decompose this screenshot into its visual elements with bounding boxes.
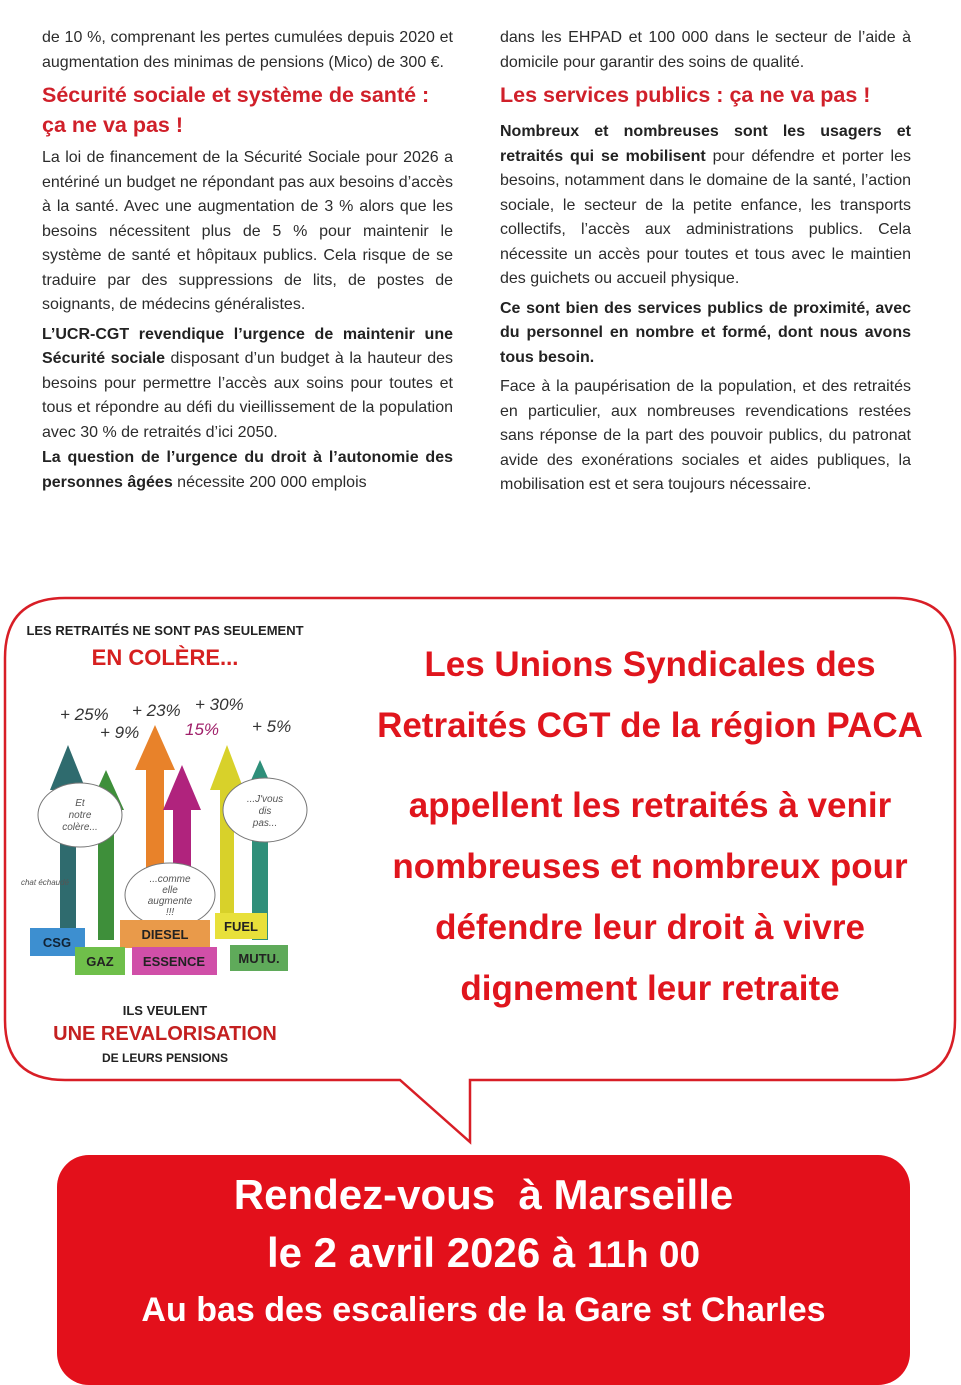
percent-label: + 30% bbox=[195, 695, 244, 714]
bubble-text: colère... bbox=[62, 822, 98, 833]
rendezvous-line-2 bbox=[57, 1225, 910, 1283]
text: disposant d’un budget à la hauteur des besoins pour permettre l’accès aux soins pour toutes et tous et répondre au défi du vieillissement de la population avec 30 % de retraités d’ici 2050. bbox=[42, 350, 453, 441]
bubble-line-2: Retraités CGT de la région PACA bbox=[377, 706, 923, 745]
cartoon-bottom-text: DE LEURS PENSIONS bbox=[101, 1051, 229, 1065]
cat-caption: chat échaudé bbox=[20, 878, 70, 887]
right-paragraph-2 bbox=[500, 297, 911, 371]
right-intro: dans les EHPAD et 100 000 dans le secteur de l’aide à domicile pour garantir des soins de qualité. bbox=[500, 29, 911, 71]
rendezvous-line-3: Au bas des escaliers de la Gare st Charles bbox=[141, 1291, 826, 1329]
cartoon-bottom-text: ILS VEULENT bbox=[122, 1003, 208, 1018]
bubble-text: dis bbox=[258, 806, 272, 817]
bubble-text: pas... bbox=[252, 818, 278, 829]
left-paragraph-1: La loi de financement de la Sécurité Sociale pour 2026 a entériné un budget ne répondant pas aux besoins d’accès à la santé. Avec une augmentation de 3 % alors que les besoins nécessitent plus de 5 % pour maintenir le système de santé et hôpitaux publics. Cela risque de se traduire par des suppressions de lits, de postes de soignants, de médecins généralistes. bbox=[42, 149, 453, 313]
percent-label: + 9% bbox=[100, 723, 140, 742]
percent-label: + 5% bbox=[252, 717, 292, 736]
bubble-text: ...J'vous bbox=[246, 794, 284, 805]
heading-securite-sociale: Sécurité sociale et système de santé : ça ne va pas ! bbox=[42, 83, 430, 137]
bubble-text: Et bbox=[75, 798, 85, 809]
bubble-line-5: défendre leur droit à vivre bbox=[435, 908, 865, 947]
text: pour défendre et porter les besoins, notamment dans le domaine de la santé, l’action sociale, le secteur de la petite enfance, les transports collectifs, l’accès aux administrations publics. Cela nécessite un accès pour toutes et tous avec le maintien des guichets ou accueil physique. bbox=[500, 147, 911, 287]
bubble-line-3: appellent les retraités à venir bbox=[408, 786, 892, 825]
bubble-line-1: Les Unions Syndicales des bbox=[424, 645, 876, 684]
cartoon-top-text: LES RETRAITÉS NE SONT PAS SEULEMENT bbox=[26, 623, 304, 638]
date-text: le 2 avril 2026 à bbox=[266, 1229, 587, 1276]
bubble-line-4: nombreuses et nombreux pour bbox=[392, 847, 908, 886]
bold-text: L’UCR-CGT revendique l’urgence de maintenir une Sécurité sociale bbox=[42, 325, 453, 367]
bold-text: Nombreux et nombreuses sont les usagers et retraités qui se mobilisent bbox=[500, 123, 911, 165]
bubble-text: !!! bbox=[165, 907, 175, 918]
time-text: 11h 00 bbox=[586, 1234, 701, 1275]
bubble-text: augmente bbox=[147, 896, 193, 907]
left-column bbox=[42, 26, 453, 500]
cartoon-bottom-text: UNE REVALORISATION bbox=[53, 1023, 277, 1045]
rendezvous-box bbox=[57, 1155, 910, 1385]
percent-label: + 25% bbox=[60, 705, 109, 724]
percent-label: 15% bbox=[185, 720, 220, 739]
right-column bbox=[500, 26, 911, 503]
tag-label: MUTU. bbox=[238, 951, 280, 966]
bubble-text: elle bbox=[162, 885, 178, 896]
tag-label: ESSENCE bbox=[142, 954, 206, 969]
bubble-text: ...comme bbox=[149, 874, 191, 885]
text: nécessite 200 000 emplois bbox=[172, 473, 367, 491]
cartoon-angry-text: EN COLÈRE... bbox=[91, 645, 239, 670]
right-paragraph-3: Face à la paupérisation de la population, et des retraités en particulier, aux nombreuses revendications restées sans réponse de la part des pouvoir publics, du patronat avide des exonérations sociales et aides publiques, la mobilisation est et sera toujours nécessaire. bbox=[500, 378, 911, 493]
left-paragraph-2 bbox=[42, 323, 453, 446]
left-paragraph-3 bbox=[42, 446, 453, 495]
bold-text: La question de l’urgence du droit à l’autonomie des personnes âgées bbox=[42, 449, 453, 491]
left-intro: de 10 %, comprenant les pertes cumulées depuis 2020 et augmentation des minimas de pensions (Mico) de 300 €. bbox=[42, 29, 453, 71]
right-paragraph-1 bbox=[500, 120, 911, 292]
tag-label: FUEL bbox=[224, 919, 258, 934]
bold-text: Ce sont bien des services publics de proximité, avec du personnel en nombre et formé, dont nous avons tous besoin. bbox=[500, 299, 911, 366]
tag-label: GAZ bbox=[86, 954, 114, 969]
tag-label: DIESEL bbox=[141, 927, 189, 942]
cartoon-illustration bbox=[20, 610, 330, 1070]
percent-label: + 23% bbox=[132, 701, 181, 720]
rendezvous-line-1: Rendez-vous à Marseille bbox=[233, 1171, 734, 1218]
bubble-text: notre bbox=[68, 810, 92, 821]
heading-services-publics: Les services publics : ça ne va pas ! bbox=[500, 83, 871, 107]
tag-label: CSG bbox=[42, 935, 72, 950]
bubble-line-6: dignement leur retraite bbox=[460, 969, 840, 1008]
